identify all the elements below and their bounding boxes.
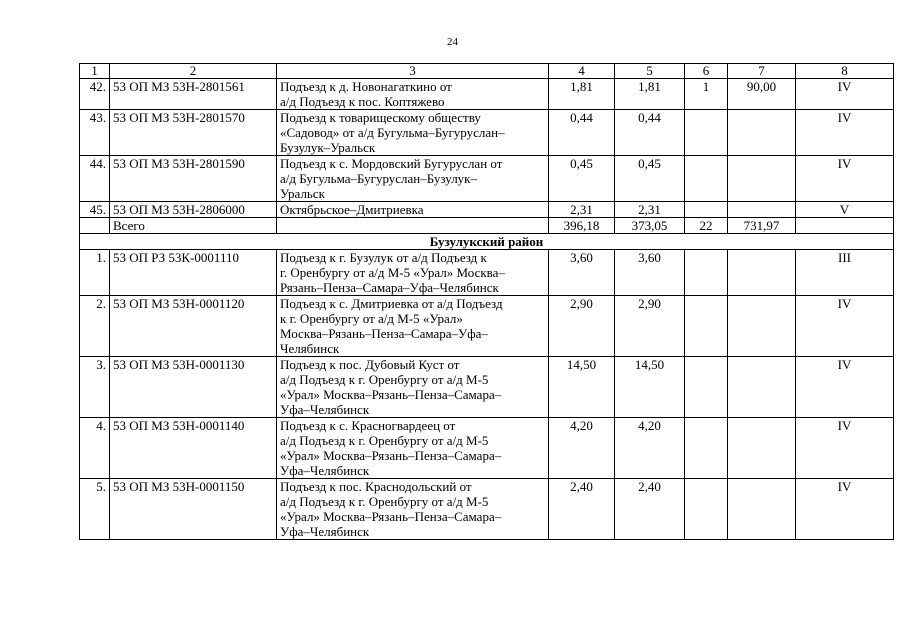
- length-total-cell: 2,90: [549, 296, 615, 357]
- row-number-cell: 5.: [80, 479, 110, 540]
- road-name-line: Подъезд к д. Новонагаткино от: [280, 79, 452, 94]
- road-name-line: а/д Подъезд к г. Оренбургу от а/д М-5: [280, 433, 489, 448]
- length-total-cell: 14,50: [549, 357, 615, 418]
- bridges-length-cell: [728, 418, 796, 479]
- road-code-cell: 53 ОП МЗ 53Н-0001120: [110, 296, 277, 357]
- bridges-length-cell: [728, 110, 796, 156]
- road-name-line: «Садовод» от а/д Бугульма–Бугуруслан–: [280, 125, 505, 140]
- header-cell: 8: [796, 64, 894, 79]
- category-cell: III: [796, 250, 894, 296]
- category-cell: V: [796, 202, 894, 218]
- length-paved-cell: 2,31: [615, 202, 685, 218]
- road-name-line: «Урал» Москва–Рязань–Пенза–Самара–: [280, 509, 502, 524]
- road-code-cell: 53 ОП МЗ 53Н-0001130: [110, 357, 277, 418]
- road-name-cell: [277, 357, 549, 418]
- total-bridges-length-cell: 731,97: [728, 218, 796, 234]
- road-name-line: Подъезд к с. Красногвардеец от: [280, 418, 456, 433]
- header-cell: 6: [685, 64, 728, 79]
- road-name-line: г. Оренбургу от а/д М-5 «Урал» Москва–: [280, 265, 505, 280]
- length-total-cell: 0,45: [549, 156, 615, 202]
- table-row: [80, 479, 894, 540]
- bridges-length-cell: [728, 357, 796, 418]
- table-row: [80, 250, 894, 296]
- road-name-line: к г. Оренбургу от а/д М-5 «Урал»: [280, 311, 463, 326]
- length-paved-cell: 3,60: [615, 250, 685, 296]
- road-name-cell: [277, 479, 549, 540]
- row-number-cell: 45.: [80, 202, 110, 218]
- bridges-length-cell: [728, 202, 796, 218]
- bridges-length-cell: 90,00: [728, 79, 796, 110]
- road-name-cell: [277, 296, 549, 357]
- length-total-cell: 1,81: [549, 79, 615, 110]
- total-row: [80, 218, 894, 234]
- bridges-count-cell: [685, 357, 728, 418]
- table-row: [80, 296, 894, 357]
- road-name-line: Уральск: [280, 186, 325, 201]
- road-code-cell: 53 ОП МЗ 53Н-2801590: [110, 156, 277, 202]
- length-paved-cell: 2,40: [615, 479, 685, 540]
- bridges-length-cell: [728, 479, 796, 540]
- bridges-count-cell: [685, 202, 728, 218]
- length-paved-cell: 4,20: [615, 418, 685, 479]
- length-total-cell: 2,40: [549, 479, 615, 540]
- length-paved-cell: 0,44: [615, 110, 685, 156]
- page-number: 24: [447, 36, 458, 48]
- header-row: [80, 64, 894, 79]
- category-cell: IV: [796, 156, 894, 202]
- road-name-cell: [277, 250, 549, 296]
- row-number-cell: 4.: [80, 418, 110, 479]
- length-paved-cell: 1,81: [615, 79, 685, 110]
- total-length-cell: 396,18: [549, 218, 615, 234]
- bridges-count-cell: [685, 479, 728, 540]
- category-cell: IV: [796, 357, 894, 418]
- road-name-line: Москва–Рязань–Пенза–Самара–Уфа–: [280, 326, 488, 341]
- total-bridges-count-cell: 22: [685, 218, 728, 234]
- section-row: [80, 234, 894, 250]
- road-name-line: Уфа–Челябинск: [280, 463, 370, 478]
- length-paved-cell: 0,45: [615, 156, 685, 202]
- road-name-line: Подъезд к с. Мордовский Бугуруслан от: [280, 156, 503, 171]
- road-name-cell: [277, 156, 549, 202]
- table-row: [80, 202, 894, 218]
- road-code-cell: 53 ОП МЗ 53Н-0001150: [110, 479, 277, 540]
- road-name-cell: [277, 418, 549, 479]
- total-empty-cell: [277, 218, 549, 234]
- length-paved-cell: 2,90: [615, 296, 685, 357]
- bridges-length-cell: [728, 296, 796, 357]
- row-number-cell: 44.: [80, 156, 110, 202]
- bridges-count-cell: [685, 296, 728, 357]
- road-code-cell: 53 ОП МЗ 53Н-2801570: [110, 110, 277, 156]
- row-number-cell: 42.: [80, 79, 110, 110]
- header-cell: 1: [80, 64, 110, 79]
- road-name-line: Челябинск: [280, 341, 340, 356]
- road-name-line: Рязань–Пенза–Самара–Уфа–Челябинск: [280, 280, 499, 295]
- road-name-line: Подъезд к пос. Дубовый Куст от: [280, 357, 460, 372]
- bridges-count-cell: [685, 418, 728, 479]
- road-name-cell: [277, 202, 549, 218]
- table-row: [80, 418, 894, 479]
- road-code-cell: 53 ОП МЗ 53Н-0001140: [110, 418, 277, 479]
- table-row: [80, 357, 894, 418]
- road-code-cell: 53 ОП РЗ 53К-0001110: [110, 250, 277, 296]
- length-total-cell: 0,44: [549, 110, 615, 156]
- road-name-line: а/д Подъезд к г. Оренбургу от а/д М-5: [280, 494, 489, 509]
- bridges-count-cell: [685, 250, 728, 296]
- bridges-count-cell: 1: [685, 79, 728, 110]
- row-number-cell: 2.: [80, 296, 110, 357]
- row-number-cell: 43.: [80, 110, 110, 156]
- bridges-length-cell: [728, 250, 796, 296]
- header-cell: 5: [615, 64, 685, 79]
- road-name-line: Уфа–Челябинск: [280, 524, 370, 539]
- bridges-length-cell: [728, 156, 796, 202]
- row-number-cell: 1.: [80, 250, 110, 296]
- road-name-line: «Урал» Москва–Рязань–Пенза–Самара–: [280, 387, 502, 402]
- road-name-line: «Урал» Москва–Рязань–Пенза–Самара–: [280, 448, 502, 463]
- header-cell: 7: [728, 64, 796, 79]
- road-code-cell: 53 ОП МЗ 53Н-2801561: [110, 79, 277, 110]
- table-row: [80, 110, 894, 156]
- category-cell: IV: [796, 79, 894, 110]
- category-cell: IV: [796, 418, 894, 479]
- total-empty-cell: [796, 218, 894, 234]
- category-cell: IV: [796, 110, 894, 156]
- total-label-cell: Всего: [110, 218, 277, 234]
- road-name-line: а/д Бугульма–Бугуруслан–Бузулук–: [280, 171, 477, 186]
- road-code-cell: 53 ОП МЗ 53Н-2806000: [110, 202, 277, 218]
- road-name-line: Октябрьское–Дмитриевка: [280, 202, 424, 217]
- header-cell: 3: [277, 64, 549, 79]
- roads-table: [79, 63, 894, 540]
- table-row: [80, 79, 894, 110]
- length-total-cell: 2,31: [549, 202, 615, 218]
- total-empty-cell: [80, 218, 110, 234]
- length-total-cell: 4,20: [549, 418, 615, 479]
- road-name-line: Уфа–Челябинск: [280, 402, 370, 417]
- row-number-cell: 3.: [80, 357, 110, 418]
- category-cell: IV: [796, 296, 894, 357]
- header-cell: 2: [110, 64, 277, 79]
- section-title: Бузулукский район: [80, 234, 894, 250]
- road-name-line: Бузулук–Уральск: [280, 140, 376, 155]
- road-name-line: Подъезд к пос. Краснодольский от: [280, 479, 472, 494]
- header-cell: 4: [549, 64, 615, 79]
- road-name-line: Подъезд к с. Дмитриевка от а/д Подъезд: [280, 296, 503, 311]
- bridges-count-cell: [685, 156, 728, 202]
- total-paved-cell: 373,05: [615, 218, 685, 234]
- road-name-line: Подъезд к г. Бузулук от а/д Подъезд к: [280, 250, 487, 265]
- road-name-line: Подъезд к товарищескому обществу: [280, 110, 481, 125]
- length-total-cell: 3,60: [549, 250, 615, 296]
- length-paved-cell: 14,50: [615, 357, 685, 418]
- category-cell: IV: [796, 479, 894, 540]
- road-name-line: а/д Подъезд к пос. Коптяжево: [280, 94, 445, 109]
- road-name-line: а/д Подъезд к г. Оренбургу от а/д М-5: [280, 372, 489, 387]
- road-name-cell: [277, 79, 549, 110]
- table-row: [80, 156, 894, 202]
- road-name-cell: [277, 110, 549, 156]
- bridges-count-cell: [685, 110, 728, 156]
